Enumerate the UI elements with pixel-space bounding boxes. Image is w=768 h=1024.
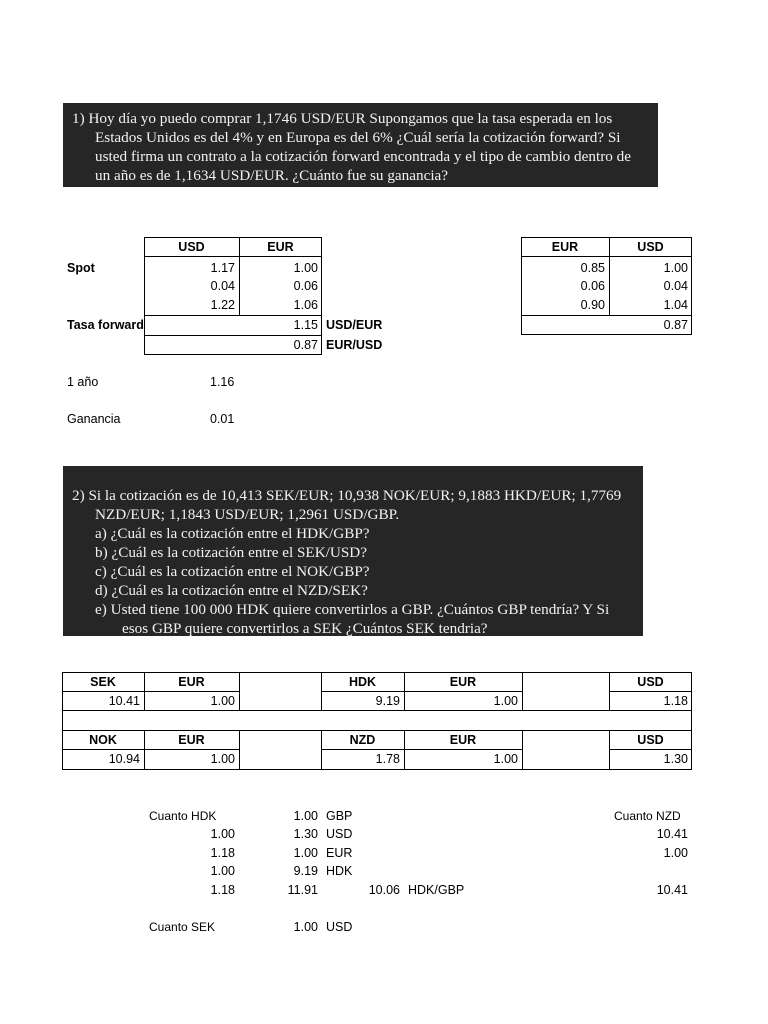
question-1-line: usted firma un contrato a la cotización forward encontrada y el tipo de cambio dentro de	[95, 148, 631, 165]
inverse-result: 0.87	[663, 318, 688, 332]
hdk-eur-header: EUR	[449, 675, 477, 689]
calc-hdk-a: 1.18	[210, 846, 235, 860]
inverse-cell: 0.06	[580, 279, 605, 293]
nok-value: 10.94	[108, 752, 140, 766]
calc-hdk-title: Cuanto HDK	[149, 809, 217, 823]
year-label: 1 año	[67, 375, 99, 389]
inverse-cell: 0.85	[580, 261, 605, 275]
question-2-line: e) Usted tiene 100 000 HDK quiere convertirlos a GBP. ¿Cuántos GBP tendría? Y Si	[95, 601, 610, 618]
question-2-line: d) ¿Cuál es la cotización entre el NZD/SEK?	[95, 582, 368, 599]
hdk-eur-value: 1.00	[493, 694, 518, 708]
nok-header: NOK	[89, 733, 117, 747]
calc-hdk-unit: USD	[326, 827, 353, 841]
question-2-box	[63, 466, 643, 636]
inverse-header-usd: USD	[637, 240, 664, 254]
question-2-line: a) ¿Cuál es la cotización entre el HDK/GBP?	[95, 525, 370, 542]
forward-value: 1.15	[293, 318, 318, 332]
calc-hdk-a: 1.00	[210, 827, 235, 841]
usd-gbp-value: 1.30	[663, 752, 688, 766]
calc-hdk-result: 10.06	[368, 883, 400, 897]
calc-hdk-b: 1.00	[293, 846, 318, 860]
inverse-cell: 0.04	[663, 279, 688, 293]
eur-rate-value: 0.06	[293, 279, 318, 293]
gain-label: Ganancia	[67, 412, 121, 426]
question-1-line: Estados Unidos es del 4% y en Europa es del 6% ¿Cuál sería la cotización forward? Si	[95, 129, 621, 146]
question-2-line: c) ¿Cuál es la cotización entre el NOK/GBP?	[95, 563, 370, 580]
usd-rate-value: 0.04	[210, 279, 235, 293]
calc-sek-unit: USD	[326, 920, 353, 934]
nzd-eur-header: EUR	[449, 733, 477, 747]
spot-header-usd: USD	[178, 240, 205, 254]
inverse-header-eur: EUR	[551, 240, 579, 254]
calc-sek-value: 1.00	[293, 920, 318, 934]
sek-value: 10.41	[108, 694, 140, 708]
calc-hdk-a: 1.18	[210, 883, 235, 897]
calc-nzd-value: 10.41	[656, 883, 688, 897]
inverse-cell: 0.90	[580, 298, 605, 312]
spot-eur-value: 1.00	[293, 261, 318, 275]
usd-growth-value: 1.22	[210, 298, 235, 312]
calc-hdk-unit: HDK/GBP	[408, 883, 465, 897]
hdk-header: HDK	[348, 675, 377, 689]
sek-header: SEK	[90, 675, 116, 689]
year-value: 1.16	[210, 375, 235, 389]
spot-label: Spot	[67, 261, 95, 275]
hdk-value: 9.19	[375, 694, 400, 708]
question-2-line: b) ¿Cuál es la cotización entre el SEK/USD?	[95, 544, 368, 561]
question-1-line: 1) Hoy día yo puedo comprar 1,1746 USD/EUR Supongamos que la tasa esperada en los	[72, 110, 613, 127]
usd-gbp-header: USD	[637, 733, 664, 747]
calc-hdk-unit: EUR	[326, 846, 353, 860]
calc-hdk-b: 11.91	[287, 883, 318, 897]
calc-hdk-title-value: 1.00	[293, 809, 318, 823]
nok-eur-header: EUR	[178, 733, 205, 747]
nok-eur-value: 1.00	[210, 752, 235, 766]
inverse-cell: 1.04	[663, 298, 688, 312]
calc-nzd-title: Cuanto NZD	[614, 809, 681, 823]
question-1-box	[63, 103, 658, 187]
spot-usd-value: 1.17	[210, 261, 235, 275]
usd-eur-value: 1.18	[663, 694, 688, 708]
question-2-line: NZD/EUR; 1,1843 USD/EUR; 1,2961 USD/GBP.	[95, 506, 400, 523]
calc-nzd-value: 1.00	[663, 846, 688, 860]
calc-nzd-value: 10.41	[656, 827, 688, 841]
calc-hdk-b: 1.30	[293, 827, 318, 841]
nzd-header: NZD	[349, 733, 376, 747]
question-1-line: un año es de 1,1634 USD/EUR. ¿Cuánto fue su ganancia?	[95, 167, 449, 184]
gain-value: 0.01	[210, 412, 235, 426]
nzd-value: 1.78	[375, 752, 400, 766]
forward-unit: USD/EUR	[326, 318, 383, 332]
sek-eur-header: EUR	[178, 675, 205, 689]
eur-growth-value: 1.06	[293, 298, 318, 312]
inverse-unit: EUR/USD	[326, 338, 383, 352]
inverse-value: 0.87	[293, 338, 318, 352]
calc-hdk-a: 1.00	[210, 864, 235, 878]
inverse-cell: 1.00	[663, 261, 688, 275]
question-2-line: esos GBP quiere convertirlos a SEK ¿Cuántos SEK tendria?	[122, 620, 488, 637]
question-2-line: 2) Si la cotización es de 10,413 SEK/EUR; 10,938 NOK/EUR; 9,1883 HKD/EUR; 1,7769	[72, 487, 622, 504]
sek-eur-value: 1.00	[210, 694, 235, 708]
spot-header-eur: EUR	[267, 240, 294, 254]
calc-hdk-unit: HDK	[326, 864, 353, 878]
usd-eur-header: USD	[637, 675, 664, 689]
nzd-eur-value: 1.00	[493, 752, 518, 766]
calc-hdk-title-unit: GBP	[326, 809, 353, 823]
calc-sek-title: Cuanto SEK	[149, 920, 216, 934]
calc-hdk-b: 9.19	[293, 864, 318, 878]
forward-label: Tasa forward	[67, 318, 144, 332]
